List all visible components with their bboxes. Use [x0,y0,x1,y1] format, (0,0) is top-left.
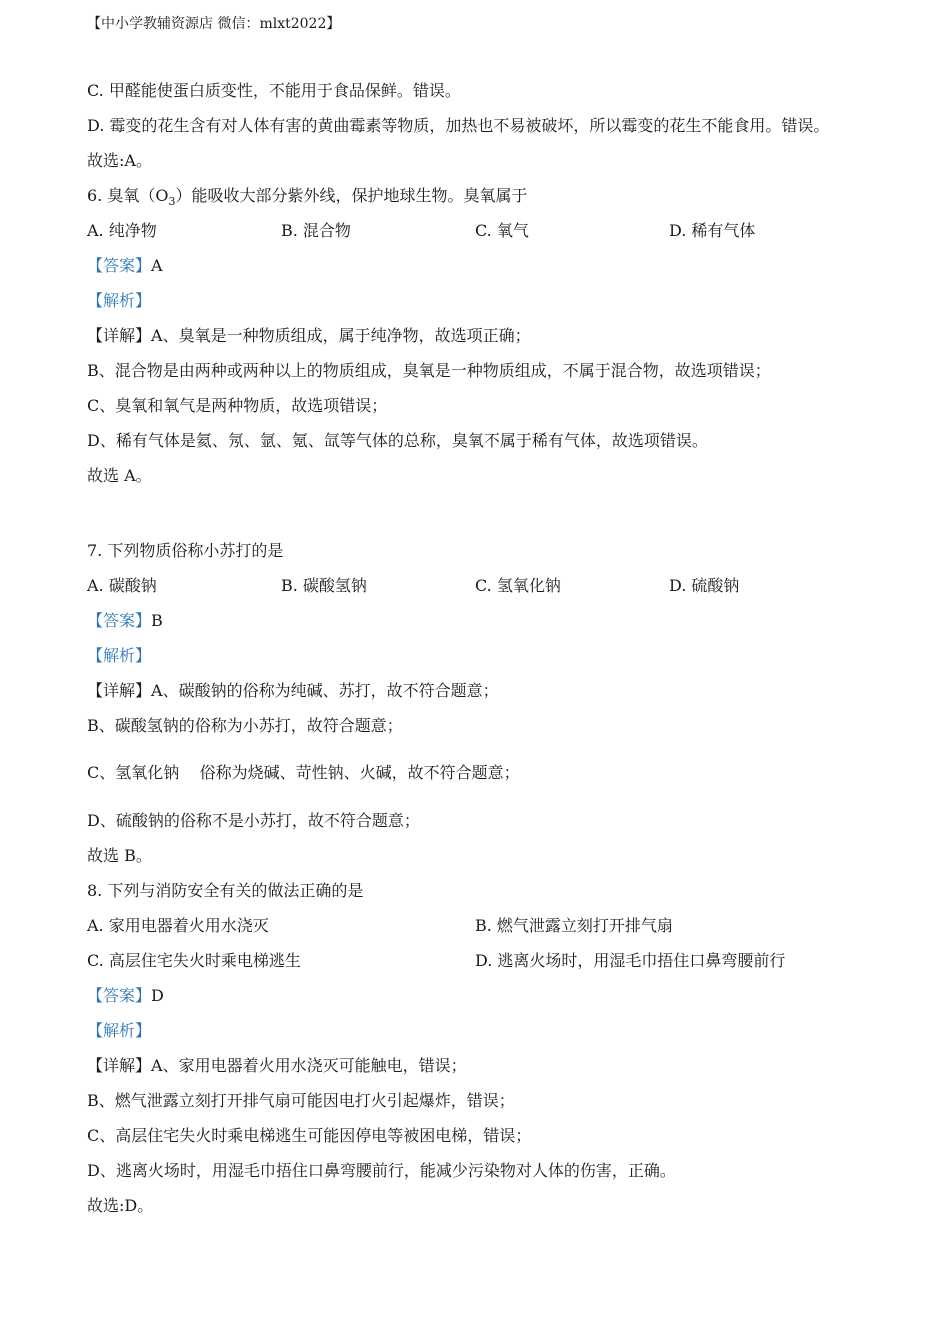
q7-detail-a: 【详解】A、碳酸钠的俗称为纯碱、苏打，故不符合题意； [87,681,499,700]
q6-option-c: C. 氧气 [475,221,529,240]
page-header: 【中小学教辅资源店 微信：mlxt2022】 [87,16,341,32]
q8-option-c: C. 高层住宅失火时乘电梯逃生 [87,951,301,970]
detail-tag: 【详解】 [87,1056,152,1075]
q6-detail-c: C、臭氧和氧气是两种物质，故选项错误； [87,396,388,415]
q8-detail-a: 【详解】A、家用电器着火用水浇灭可能触电，错误； [87,1056,467,1075]
q8-detail-d: D、逃离火场时，用湿毛巾捂住口鼻弯腰前行，能减少污染物对人体的伤害，正确。 [87,1161,676,1180]
q7-option-a: A. 碳酸钠 [87,576,157,595]
q8-detail-c: C、高层住宅失火时乘电梯逃生可能因停电等被困电梯，错误； [87,1126,532,1145]
q6-subscript: 3 [168,195,176,209]
q7-analysis-tag: 【解析】 [87,646,152,665]
q6-detail-a: 【详解】A、臭氧是一种物质组成，属于纯净物，故选项正确； [87,326,531,345]
q6-conclusion: 故选 A。 [87,466,152,485]
q7-answer: 【答案】B [87,611,163,630]
detail-tag: 【详解】 [87,681,152,700]
detail-tag: 【详解】 [87,326,152,345]
q5-option-d-explanation: D. 霉变的花生含有对人体有害的黄曲霉素等物质，加热也不易被破坏，所以霉变的花生不能食用。错误。 [87,116,830,135]
q6-stem: 6. 臭氧$(O_3)$能吸收大部分紫外线，保护地球生物。臭氧属于 [87,186,528,209]
answer-tag: 【答案】 [87,611,152,630]
q6-option-b: B. 混合物 [281,221,351,240]
q8-stem: 8. 下列与消防安全有关的做法正确的是 [87,881,364,900]
q8-option-b: B. 燃气泄露立刻打开排气扇 [475,916,673,935]
q8-option-a: A. 家用电器着火用水浇灭 [87,916,269,935]
q7-detail-b: B、碳酸氢钠的俗称为小苏打，故符合题意； [87,716,403,735]
q7-option-d: D. 硫酸钠 [669,576,740,595]
q8-option-d: D. 逃离火场时，用湿毛巾捂住口鼻弯腰前行 [475,951,786,970]
q6-analysis-tag: 【解析】 [87,291,152,310]
q5-conclusion: 故选:A。 [87,151,152,170]
q6-option-a: A. 纯净物 [87,221,157,240]
q6-option-d: D. 稀有气体 [669,221,756,240]
q5-option-c-explanation: C. 甲醛能使蛋白质变性，不能用于食品保鲜。错误。 [87,81,461,100]
q6-answer: 【答案】A [87,256,163,275]
q7-detail-c: C、氢氧化钠 俗称为烧碱、苛性钠、火碱，故不符合题意； [87,763,520,782]
q7-detail-d: D、硫酸钠的俗称不是小苏打，故不符合题意； [87,811,420,830]
q7-option-b: B. 碳酸氢钠 [281,576,367,595]
q8-analysis-tag: 【解析】 [87,1021,152,1040]
q7-option-c: C. 氢氧化钠 [475,576,561,595]
q7-stem: 7. 下列物质俗称小苏打的是 [87,541,284,560]
q8-detail-b: B、燃气泄露立刻打开排气扇可能因电打火引起爆炸，错误； [87,1091,515,1110]
answer-tag: 【答案】 [87,986,152,1005]
q6-detail-b: B、混合物是由两种或两种以上的物质组成，臭氧是一种物质组成，不属于混合物，故选项错误； [87,361,771,380]
answer-tag: 【答案】 [87,256,152,275]
q8-conclusion: 故选:D。 [87,1196,154,1215]
q6-detail-d: D、稀有气体是氦、氖、氩、氪、氙等气体的总称，臭氧不属于稀有气体，故选项错误。 [87,431,708,450]
q7-conclusion: 故选 B。 [87,846,152,865]
q8-answer: 【答案】D [87,986,164,1005]
